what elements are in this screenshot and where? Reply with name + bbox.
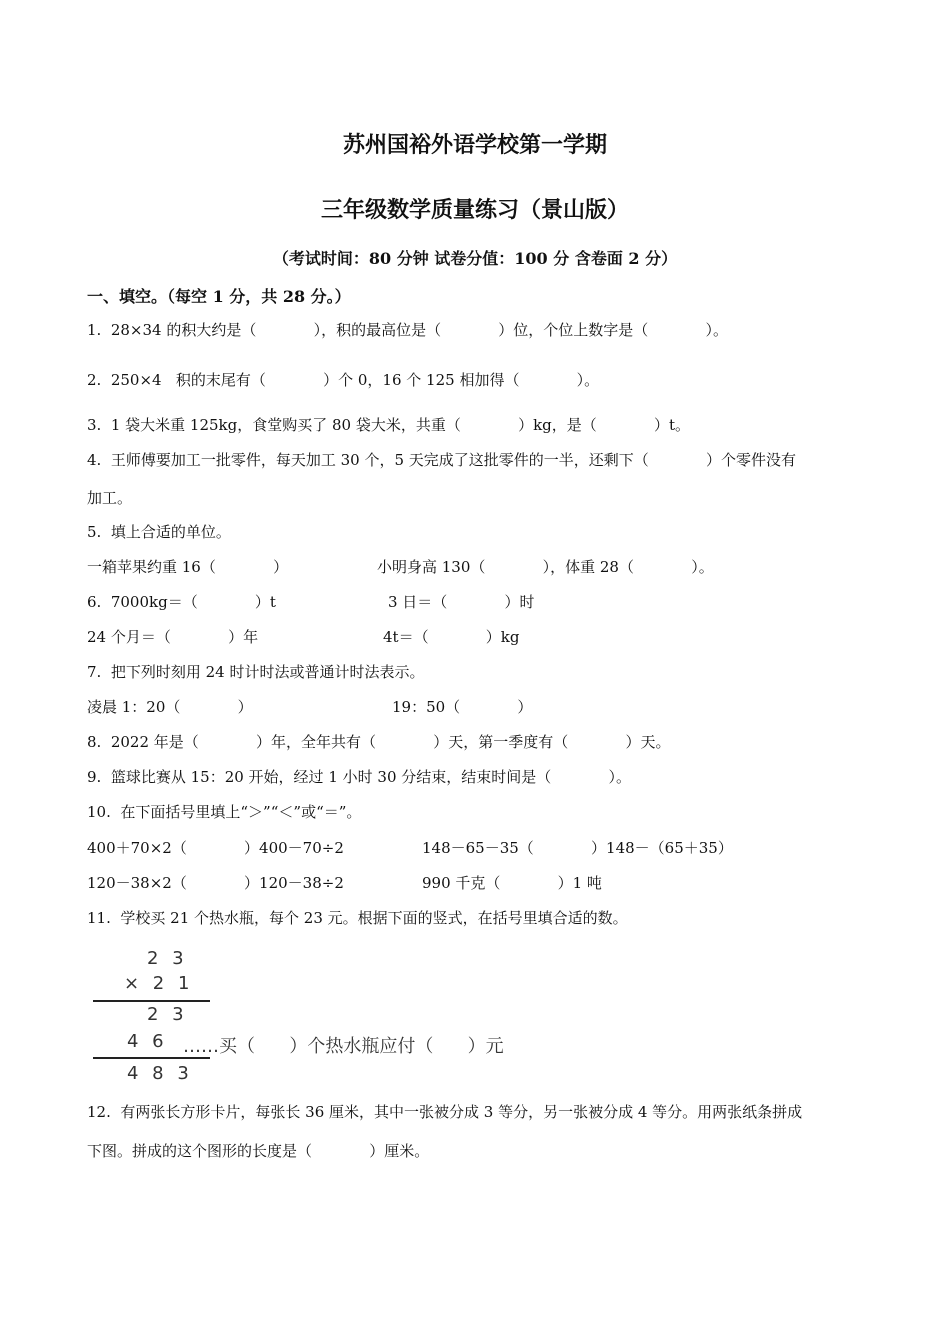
final-product: 4 8 3 — [127, 1063, 193, 1084]
question-7: 7. 把下列时刻用 24 时计时法或普通计时法表示。 — [87, 663, 425, 681]
question-4-line1: 4. 王师傅要加工一批零件，每天加工 30 个，5 天完成了这批零件的一半，还剩下（ ）个零件没有 — [87, 451, 797, 469]
question-5: 5. 填上合适的单位。 — [87, 523, 231, 541]
multiplicand: 2 3 — [147, 948, 188, 969]
section-heading: 一、填空。（每空 1 分，共 28 分。） — [87, 287, 351, 306]
question-6c: 24 个月＝（ ）年 — [87, 628, 259, 646]
question-6b: 3 日＝（ ）时 — [388, 593, 535, 611]
partial-product-2: 4 6 — [127, 1031, 168, 1052]
fill-note: ……买（ ）个热水瓶应付（ ）元 — [183, 1036, 504, 1057]
school-title: 苏州国裕外语学校第一学期 — [342, 132, 607, 158]
page-title: 三年级数学质量练习（景山版） — [320, 197, 629, 223]
question-5a: 一箱苹果约重 16（ ） — [87, 558, 289, 576]
question-10: 10. 在下面括号里填上“＞”“＜”或“＝”。 — [87, 803, 362, 821]
question-6d: 4t＝（ ）kg — [383, 628, 520, 646]
divider-line-2 — [93, 1057, 210, 1059]
question-7a: 凌晨 1：20（ ） — [87, 698, 253, 716]
question-8: 8. 2022 年是（ ）年，全年共有（ ）天，第一季度有（ ）天。 — [87, 733, 671, 751]
question-6a: 6. 7000kg＝（ ）t — [87, 593, 276, 611]
question-2: 2. 250×4 积的末尾有（ ）个 0，16 个 125 相加得（ ）。 — [87, 371, 600, 389]
question-5b: 小明身高 130（ ），体重 28（ ）。 — [377, 558, 714, 576]
question-10a: 400＋70×2（ ）400－70÷2 — [87, 839, 344, 857]
question-10d: 990 千克（ ）1 吨 — [422, 874, 602, 892]
question-10b: 148－65－35（ ）148－（65＋35） — [422, 839, 733, 857]
question-12-line1: 12. 有两张长方形卡片，每张长 36 厘米，其中一张被分成 3 等分，另一张被分成 4 等分。用两张纸条拼成 — [87, 1103, 803, 1121]
multiplier: × 2 1 — [124, 973, 194, 994]
question-1: 1. 28×34 的积大约是（ ），积的最高位是（ ）位，个位上数字是（ ）。 — [87, 321, 729, 339]
question-3: 3. 1 袋大米重 125kg，食堂购买了 80 袋大米，共重（ ）kg，是（ ）t。 — [87, 416, 691, 434]
question-7b: 19：50（ ） — [392, 698, 533, 716]
question-11: 11. 学校买 21 个热水瓶，每个 23 元。根据下面的竖式，在括号里填合适的数。 — [87, 909, 628, 927]
divider-line-1 — [93, 1000, 210, 1002]
question-10c: 120－38×2（ ）120－38÷2 — [87, 874, 344, 892]
exam-info: （考试时间：80 分钟 试卷分值：100 分 含卷面 2 分） — [272, 249, 678, 268]
partial-product-1: 2 3 — [147, 1004, 188, 1025]
question-12-line2: 下图。拼成的这个图形的长度是（ ）厘米。 — [87, 1142, 430, 1160]
question-4-line2: 加工。 — [87, 489, 133, 507]
question-9: 9. 篮球比赛从 15：20 开始，经过 1 小时 30 分结束，结束时间是（ ）。 — [87, 768, 631, 786]
